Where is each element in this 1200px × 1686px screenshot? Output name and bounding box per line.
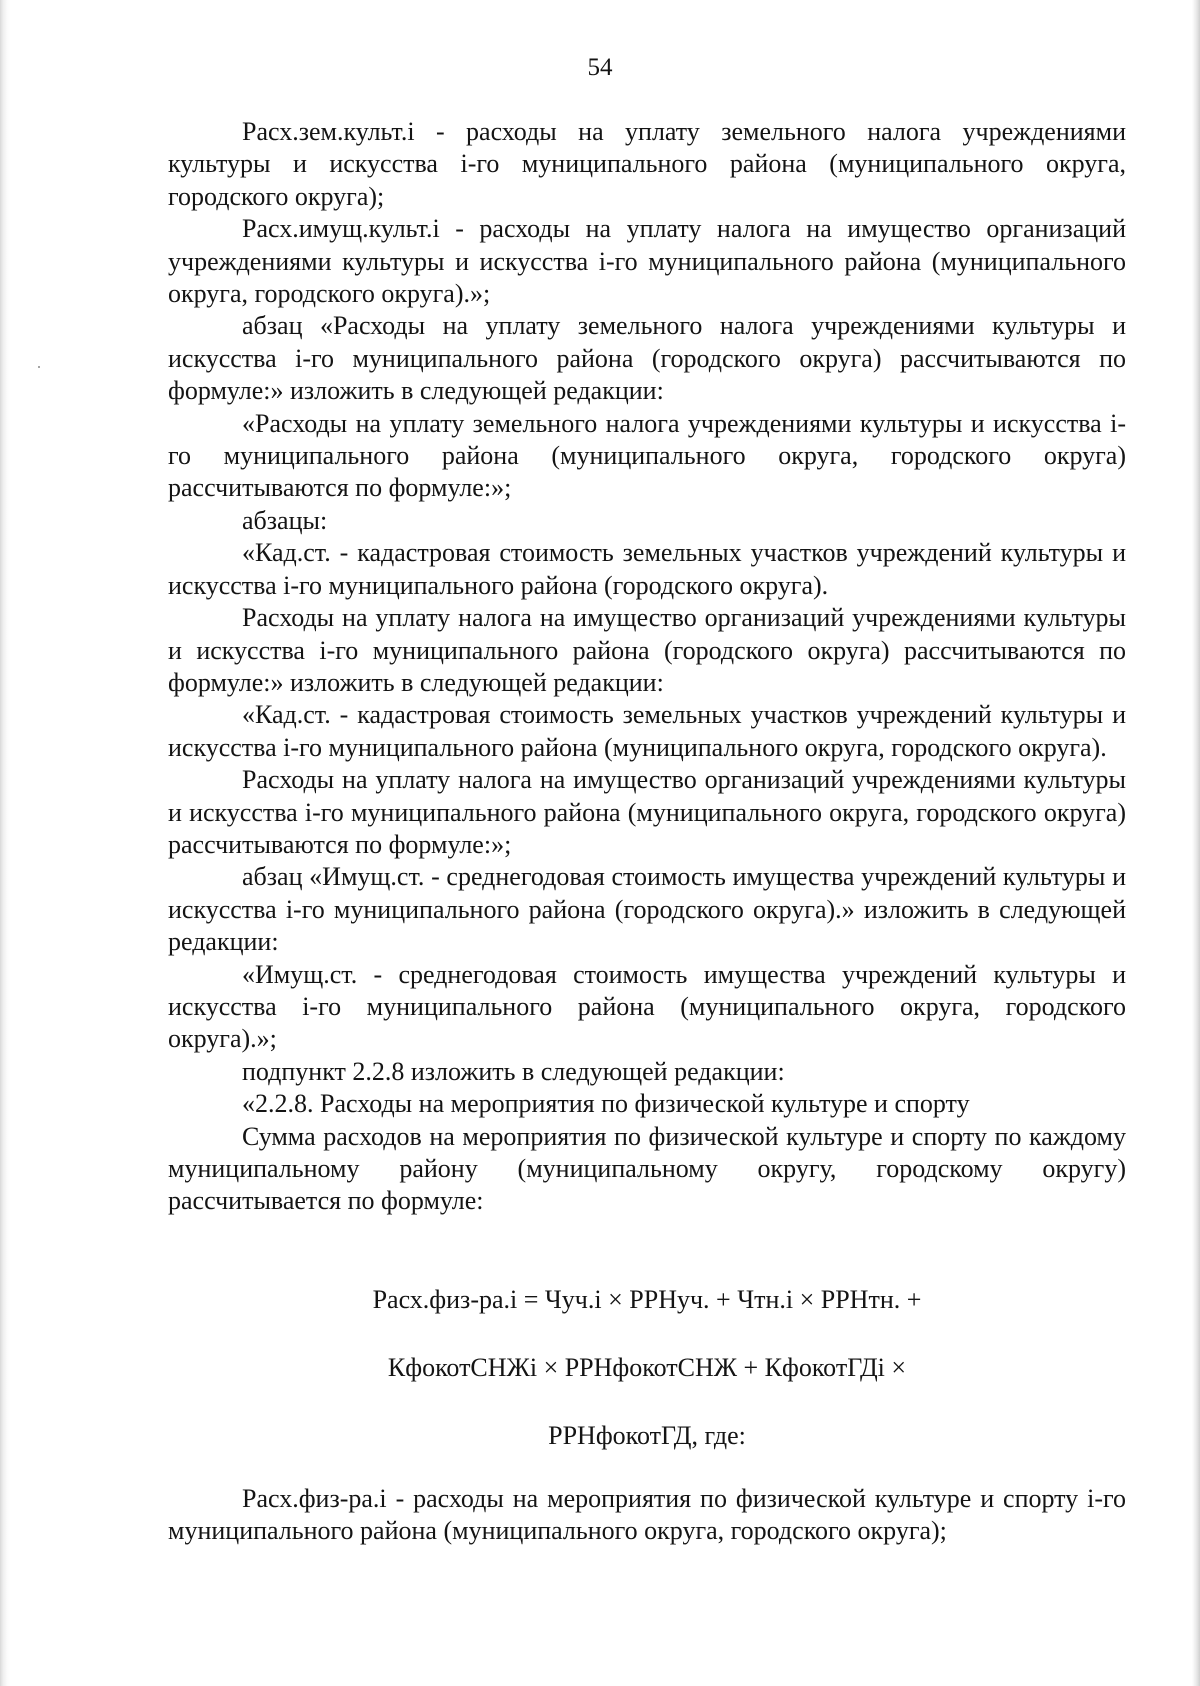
paragraph: Расходы на уплату налога на имущество организаций учреждениями культуры и искусства i-го муниципального района (муниципального округа, городского округа) рассчитываются по формуле:»; [168, 765, 1126, 859]
paragraph: «Расходы на уплату земельного налога учреждениями культуры и искусства i-го муниципального района (муниципального округа, городского округа) рассчитываются по формуле:»; [168, 408, 1126, 503]
paragraph: абзац «Расходы на уплату земельного налога учреждениями культуры и искусства i-го муниципального района (городского округа) рассчитываются по формуле:» изложить в следующей редакции: [168, 311, 1126, 406]
paragraph: абзац «Имущ.ст. - среднегодовая стоимость имущества учреждений культуры и искусства i-го муниципального района (городского округа).» изложить в следующей редакции: [168, 862, 1126, 957]
paragraph: «Имущ.ст. - среднегодовая стоимость имущества учреждений культуры и искусства i-го муниципального района (муниципального округа, городского округа).»; [168, 959, 1126, 1054]
scan-edge-right [1192, 0, 1200, 1686]
paragraph: «Кад.ст. - кадастровая стоимость земельных участков учреждений культуры и искусства i-го муниципального района (муниципального округа, городского округа). [168, 700, 1126, 762]
formula-line: РРНфокотГД, где: [548, 1421, 746, 1450]
paragraph: Расх.физ-ра.i - расходы на мероприятия по физической культуре и спорту i-го муниципального района (муниципального округа, городского округа); [168, 1484, 1126, 1546]
scan-edge-left [0, 0, 10, 1686]
paragraph: Сумма расходов на мероприятия по физической культуре и спорту по каждому муниципальному району (муниципальному округу, городскому округу) рассчитывается по формуле: [168, 1121, 1126, 1216]
paragraph: подпункт 2.2.8 изложить в следующей редакции: [242, 1056, 785, 1086]
document-body [168, 116, 1126, 1218]
paragraph: «2.2.8. Расходы на мероприятия по физической культуре и спорту [242, 1089, 970, 1119]
formula-line: КфокотСНЖi × РРНфокотСНЖ + КфокотГДi × [387, 1353, 907, 1382]
paragraph: абзацы: [242, 505, 328, 535]
paragraph: Расх.имущ.культ.i - расходы на уплату налога на имущество организаций учреждениями культуры и искусства i-го муниципального района (муниципального округа, городского округа).»; [168, 214, 1126, 309]
scan-speck [38, 366, 40, 368]
formula-line: Расх.физ-ра.i = Чуч.i × РРНуч. + Чтн.i × РРНтн. + [372, 1285, 922, 1314]
paragraph: Расх.зем.культ.i - расходы на уплату земельного налога учреждениями культуры и искусства i-го муниципального района (муниципального округа, городского округа); [168, 117, 1126, 211]
document-body-continued [168, 1483, 1126, 1548]
paragraph: «Кад.ст. - кадастровая стоимость земельных участков учреждений культуры и искусства i-го муниципального района (городского округа). [168, 538, 1126, 600]
page-number: 54 [587, 54, 613, 81]
paragraph: Расходы на уплату налога на имущество организаций учреждениями культуры и искусства i-го муниципального района (городского округа) рассчитываются по формуле:» изложить в следующей редакции: [168, 603, 1126, 697]
formula [168, 1284, 1126, 1488]
